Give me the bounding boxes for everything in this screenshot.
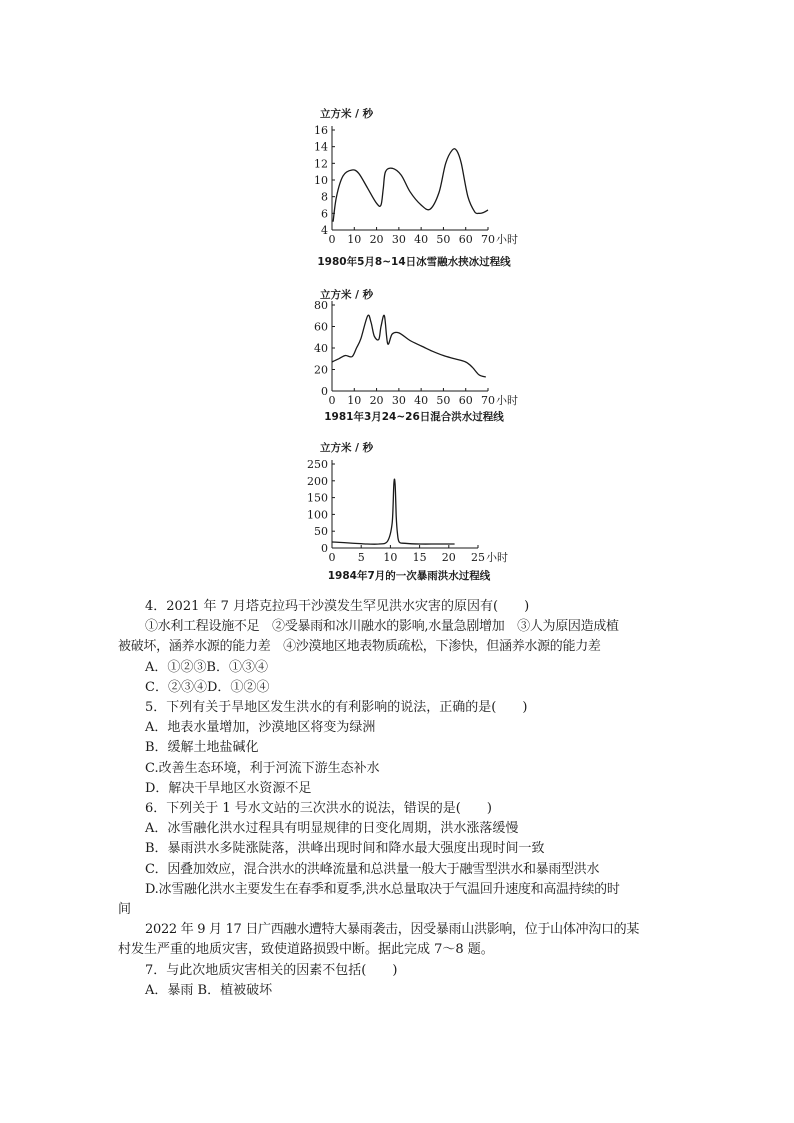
y-tick-label: 100: [307, 508, 328, 522]
x-tick-label: 10: [347, 233, 362, 246]
x-tick-label: 5: [357, 551, 365, 564]
series-line: [332, 479, 455, 544]
y-tick-label: 12: [314, 157, 328, 171]
q5-option-c: C.改善生态环境，利于河流下游生态补水: [145, 760, 380, 776]
q7-stem: 7．与此次地质灾害相关的因素不包括( ): [145, 962, 398, 978]
series-line: [332, 315, 486, 377]
y-tick-label: 250: [307, 458, 328, 471]
x-tick-label: 50: [436, 394, 451, 407]
chart-mixed-flood: [300, 284, 540, 429]
chart-snowmelt-flood: [300, 100, 540, 275]
x-tick-label: 30: [391, 394, 406, 407]
x-tick-label: 10: [347, 394, 362, 407]
passage-line1: 2022 年 9 月 17 日广西融水遭特大暴雨袭击，因受暴雨山洪影响，位于山体冲沟口的某: [145, 922, 640, 938]
y-tick-label: 150: [307, 491, 328, 505]
q5-option-d: D．解决干旱地区水资源不足: [145, 780, 312, 796]
x-axis-label: 小时: [496, 394, 518, 407]
passage-line2: 村发生严重的地质灾害，致使道路损毁中断。据此完成 7～8 题。: [118, 942, 494, 958]
x-tick-label: 0: [328, 551, 336, 564]
y-tick-label: 50: [314, 525, 328, 539]
series-line: [333, 149, 488, 222]
q6-option-d-line2: 间: [118, 902, 132, 918]
y-tick-label: 0: [321, 542, 328, 555]
y-tick-label: 200: [307, 474, 328, 488]
y-tick-label: 0: [321, 385, 328, 398]
x-tick-label: 20: [441, 551, 456, 564]
chart-mixed-svg: [300, 284, 540, 429]
x-tick-label: 0: [328, 394, 336, 407]
q5-option-b: B．缓解土地盐碱化: [145, 740, 259, 756]
q7-options-ab: A．暴雨 B．植被破坏: [145, 982, 273, 998]
x-tick-label: 30: [391, 233, 406, 246]
q5-option-a: A．地表水量增加，沙漠地区将变为绿洲: [145, 720, 376, 736]
chart-rainstorm-svg: [290, 434, 540, 589]
x-tick-label: 25: [471, 551, 485, 564]
chart-title: 1981年3月24~26日混合洪水过程线: [324, 411, 504, 423]
y-tick-label: 60: [314, 320, 328, 334]
q6-option-a: A．冰雪融化洪水过程具有明显规律的日变化周期，洪水涨落缓慢: [145, 821, 519, 837]
y-tick-label: 14: [314, 140, 328, 154]
y-axis-label: 立方米 / 秒: [320, 289, 374, 301]
y-tick-label: 40: [314, 342, 328, 355]
question-text: [118, 597, 678, 1001]
y-tick-label: 10: [314, 174, 328, 187]
x-tick-label: 20: [369, 394, 384, 407]
q6-option-b: B．暴雨洪水多陡涨陡落，洪峰出现时间和降水最大强度出现时间一致: [145, 841, 545, 857]
x-tick-label: 0: [328, 233, 336, 246]
x-tick-label: 60: [458, 394, 473, 407]
y-tick-label: 6: [321, 207, 328, 221]
x-tick-label: 40: [414, 394, 429, 407]
q4-options-ab: A．①②③B．①③④: [145, 659, 268, 675]
y-tick-label: 8: [321, 190, 328, 204]
x-tick-label: 20: [369, 233, 384, 246]
x-tick-label: 50: [436, 233, 451, 246]
x-tick-label: 60: [458, 233, 473, 246]
x-tick-label: 70: [481, 394, 495, 407]
x-tick-label: 15: [412, 551, 427, 564]
chart-title: 1984年7月的一次暴雨洪水过程线: [327, 570, 491, 582]
x-tick-label: 10: [383, 551, 398, 564]
q5-stem: 5．下列有关于旱地区发生洪水的有利影响的说法，正确的是( ): [145, 700, 528, 716]
chart-title: 1980年5月8~14日冰雪融水挟冰过程线: [317, 256, 511, 268]
chart-snowmelt-svg: [300, 100, 540, 275]
x-tick-label: 40: [414, 233, 429, 246]
y-tick-label: 4: [321, 224, 328, 237]
x-axis-label: 小时: [486, 551, 508, 564]
y-axis-label: 立方米 / 秒: [320, 108, 374, 120]
q4-statements-line1: ①水利工程设施不足 ②受暴雨和冰川融水的影响,水量急剧增加 ③人为原因造成植: [145, 619, 619, 635]
q6-option-c: C．因叠加效应，混合洪水的洪峰流量和总洪量一般大于融雪型洪水和暴雨型洪水: [145, 861, 600, 877]
y-axis-label: 立方米 / 秒: [320, 442, 374, 454]
chart-rainstorm-flood: [290, 434, 540, 589]
q4-options-cd: C．②③④D．①②④: [145, 679, 270, 695]
y-tick-label: 16: [314, 124, 328, 137]
x-axis-label: 小时: [496, 233, 518, 246]
y-tick-label: 80: [314, 299, 328, 312]
q6-stem: 6．下列关于 1 号水文站的三次洪水的说法，错误的是( ): [145, 801, 492, 817]
y-tick-label: 20: [314, 363, 328, 377]
q6-option-d-line1: D.冰雪融化洪水主要发生在春季和夏季,洪水总量取决于气温回升速度和高温持续的时: [145, 881, 620, 897]
x-tick-label: 70: [481, 233, 495, 246]
q4-stem: 4．2021 年 7 月塔克拉玛干沙漠发生罕见洪水灾害的原因有( ): [145, 599, 530, 614]
q4-statements-line2: 被破坏，涵养水源的能力差 ④沙漠地区地表物质疏松，下渗快，但涵养水源的能力差: [118, 639, 601, 655]
